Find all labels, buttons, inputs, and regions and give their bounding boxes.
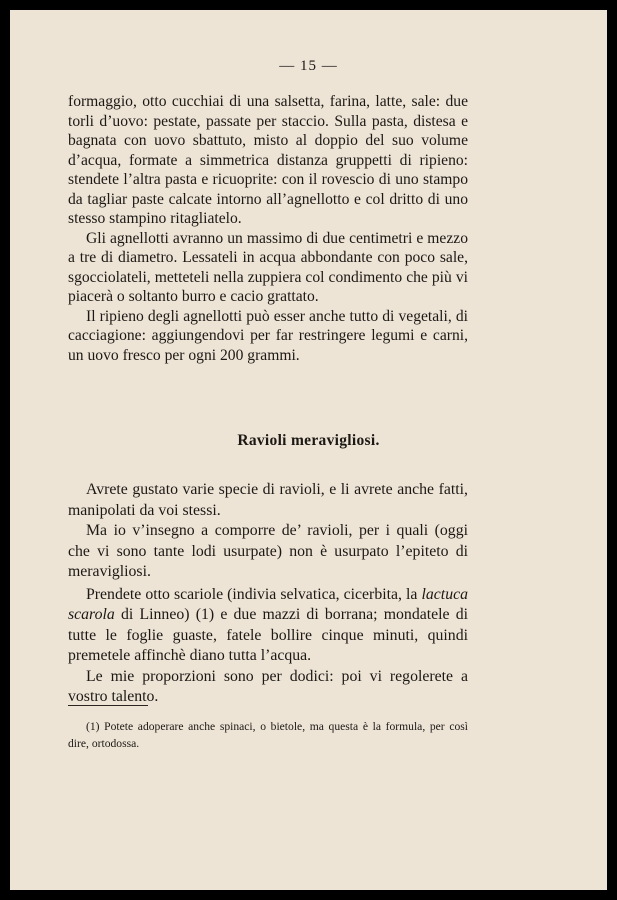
section-body-ravioli <box>68 480 468 708</box>
book-page <box>10 10 607 890</box>
paragraph-continuation: formaggio, otto cucchiai di una salsetta, farina, latte, sale: due torli d’uovo: pestate, passate per staccio. Sulla pasta, distesa e bagnata con uovo sbattuto, misto al doppio del suo volume d’acqua, formate a simmetrica distanza gruppetti di ripieno: stendete l’altra pasta e ricuoprite: con il rovescio di uno stampo da tagliar paste calcate intorno all’agnellotto e col dritto di uno stesso stampino ritagliatelo. <box>68 93 468 227</box>
footnote-rule <box>68 705 148 706</box>
ingredients-lead: Prendete otto scariole (indivia selvatica, cicerbita, la <box>86 585 422 603</box>
footnote-text: (1) Potete adoperare anche spinaci, o bietole, ma questa è la formula, per così dire, ortodossa. <box>68 720 468 750</box>
ingredients-rest: Linneo) (1) e due mazzi di borrana; mondatele di tutte le foglie guaste, fatele bollire cinque minuti, quindi premetele affinchè diano tutta l’acqua. <box>68 606 469 664</box>
section-body-top <box>68 92 468 365</box>
paragraph-agnellotti-size: Gli agnellotti avranno un massimo di due centimetri e mezzo a tre di diametro. Lessateli in acqua abbondante con poco sale, sgocciolateli, metteteli nella zuppiera col condimento che più vi piacerà o soltanto burro e cacio grattato. <box>68 229 468 305</box>
paragraph-ravioli-ingredients <box>68 585 468 667</box>
page-number: — 15 — <box>279 58 338 74</box>
footnote <box>68 718 468 752</box>
italic-botanical-name: lactuca scarola <box>68 585 468 623</box>
paragraph-proportions: Le mie proporzioni sono per dodici: poi vi regolerete a vostro talento. <box>68 667 468 705</box>
paragraph-ravioli-claim: Ma io v’insegno a comporre de’ ravioli, per i quali (oggi che vi sono tante lodi usurpate) non è usurpato l’epiteto di meravigliosi. <box>68 522 468 580</box>
section-heading: Ravioli meravigliosi. <box>237 432 380 449</box>
paragraph-agnellotti-filling: Il ripieno degli agnellotti può esser anche tutto di vegetali, di cacciagione: aggiungendovi per far restringere legumi e carni, un uovo fresco per ogni 200 grammi. <box>68 307 468 364</box>
ingredients-mid: di <box>114 606 140 623</box>
paragraph-ravioli-intro: Avrete gustato varie specie di ravioli, e li avrete anche fatti, manipolati da voi stessi. <box>68 481 468 519</box>
